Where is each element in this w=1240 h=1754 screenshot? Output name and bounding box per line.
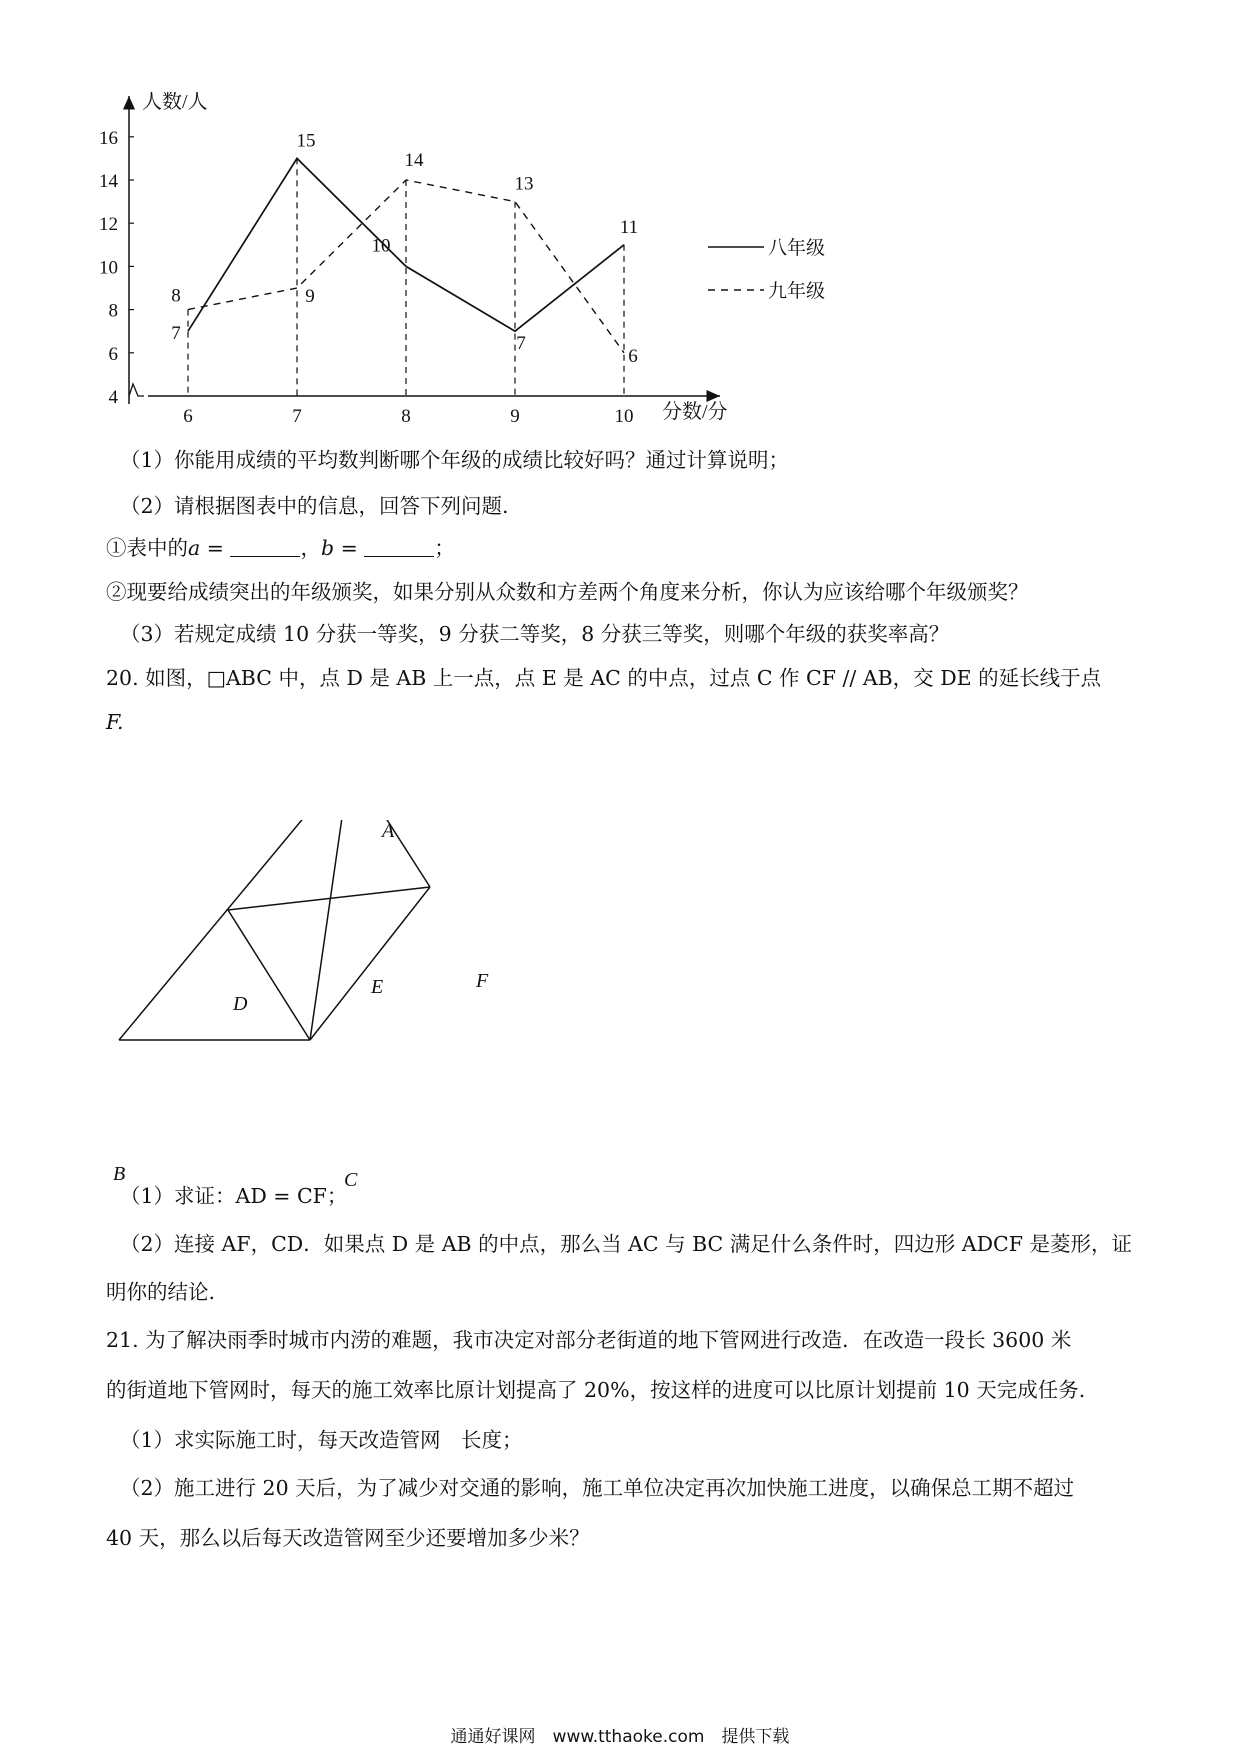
sep: ，	[300, 536, 321, 560]
y-tick-label: 16	[100, 127, 118, 149]
var-b: b	[320, 536, 335, 560]
y-tick-label: 8	[108, 300, 118, 322]
eq-sign-a: =	[200, 536, 231, 560]
sub1-end: ；	[434, 536, 455, 560]
label-A: A	[382, 820, 395, 842]
data-label-grade8: 10	[371, 235, 391, 257]
y-tick-label: 14	[100, 171, 118, 192]
page-footer: 通通好课网 www.tthaoke.com 提供下载	[450, 1727, 790, 1747]
data-label-grade8: 7	[516, 333, 526, 355]
eq-sign-b: =	[334, 536, 365, 560]
data-label-grade9: 14	[404, 150, 424, 171]
x-axis-label: 分数/分	[662, 401, 728, 423]
label-E: E	[371, 976, 384, 998]
label-C: C	[344, 1169, 358, 1191]
data-label-grade8: 7	[171, 323, 181, 345]
x-tick-label: 9	[510, 406, 520, 427]
q20-part2-line1: （2）连接 AF，CD．如果点 D 是 AB 的中点，那么当 AC 与 BC 满足什么条件时，四边形 ADCF 是菱形，证	[120, 1232, 1132, 1256]
label-F: F	[476, 970, 489, 992]
q19-part1: （1）你能用成绩的平均数判断哪个年级的成绩比较好吗？通过计算说明；	[120, 448, 790, 472]
x-tick-label: 10	[614, 406, 634, 427]
q19-part3: （3）若规定成绩 10 分获一等奖，9 分获二等奖，8 分获三等奖，则哪个年级的获奖率高？	[120, 622, 950, 646]
q19-sub1-prefix: ①表中的	[106, 536, 188, 560]
q20-stem-line1: 20. 如图，□ABC 中，点 D 是 AB 上一点，点 E 是 AC 的中点，过点 C 作 CF // AB，交 DE 的延长线于点	[106, 666, 1102, 690]
var-a: a	[188, 536, 201, 560]
data-label-grade8: 11	[619, 216, 639, 238]
q21-part2-line1: （2）施工进行 20 天后，为了减少对交通的影响，施工单位决定再次加快施工进度，以确保总工期不超过	[120, 1476, 1075, 1500]
q20-part2-line2: 明你的结论.	[106, 1280, 216, 1304]
x-tick-label: 8	[401, 406, 411, 427]
data-label-grade8: 15	[296, 130, 316, 152]
y-tick-label: 4	[108, 387, 118, 408]
label-D: D	[233, 993, 248, 1015]
q21-part2-line2: 40 天，那么以后每天改造管网至少还要增加多少米？	[106, 1526, 590, 1550]
x-tick-label: 6	[183, 406, 193, 427]
data-label-grade9: 6	[628, 345, 638, 367]
y-tick-label: 6	[108, 343, 118, 365]
y-tick-label: 12	[100, 214, 118, 236]
q21-stem-line2: 的街道地下管网时，每天的施工效率比原计划提高了 20%，按这样的进度可以比原计划提前 10 天完成任务.	[106, 1378, 1086, 1402]
data-label-grade9: 8	[171, 285, 181, 307]
legend-label-grade8: 八年级	[768, 238, 826, 259]
x-tick-label: 7	[292, 406, 302, 427]
q21-stem-line1: 21. 为了解决雨季时城市内涝的难题，我市决定对部分老街道的地下管网进行改造．在改造一段长 3600 米	[106, 1328, 1072, 1352]
label-B: B	[113, 1163, 126, 1185]
legend-label-grade9: 九年级	[768, 281, 826, 302]
data-label-grade9: 13	[514, 173, 534, 195]
y-tick-label: 10	[100, 257, 118, 279]
q21-part1: （1）求实际施工时，每天改造管网 长度；	[120, 1428, 523, 1452]
q19-part2-sub2: ②现要给成绩突出的年级颁奖，如果分别从众数和方差两个角度来分析，你认为应该给哪个年级颁奖？	[106, 580, 1029, 604]
q19-part2: （2）请根据图表中的信息，回答下列问题.	[120, 494, 509, 518]
data-label-grade9: 9	[305, 286, 315, 307]
q20-stem-line2: F.	[106, 710, 124, 734]
q20-part1: （1）求证：AD = CF；	[120, 1184, 348, 1208]
y-axis-label: 人数/人	[142, 92, 208, 113]
